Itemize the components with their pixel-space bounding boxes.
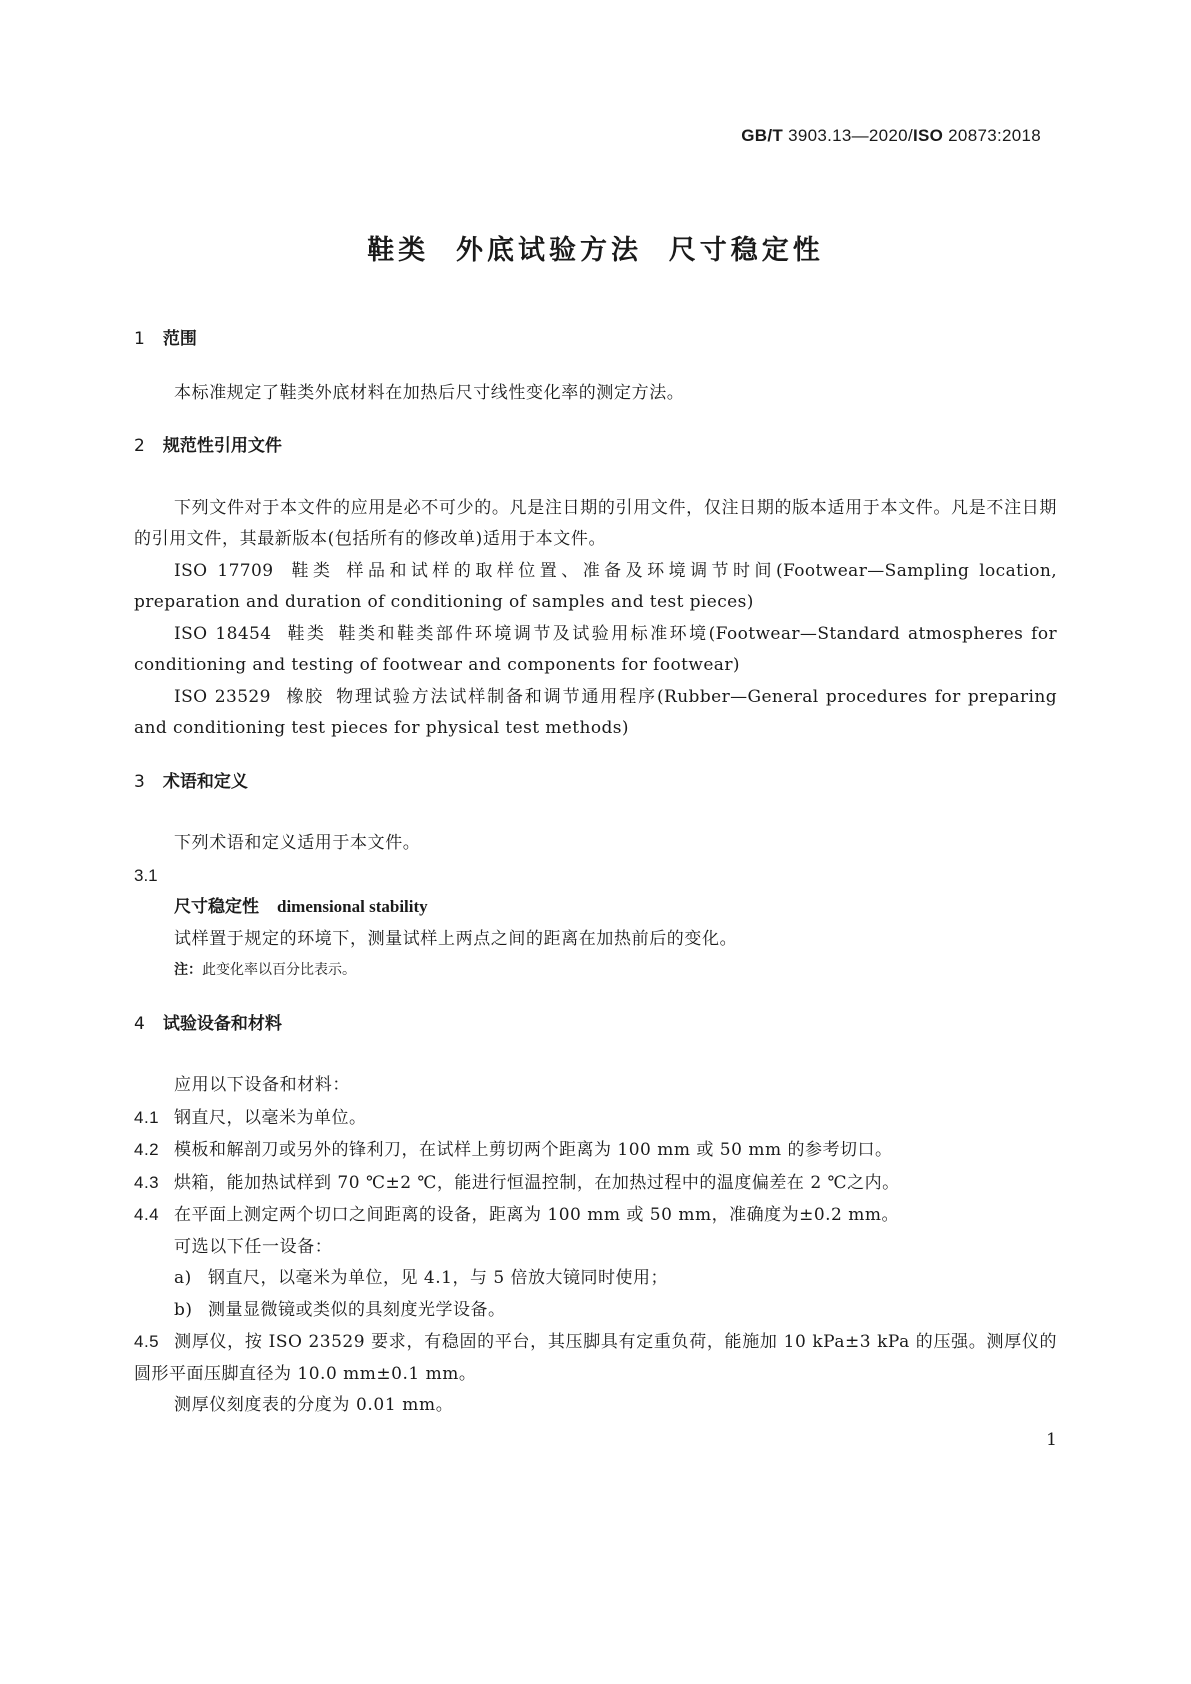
section-title: 术语和定义	[162, 771, 248, 792]
item-number: 4.3	[134, 1172, 160, 1192]
item-text: 测厚仪，按 ISO 23529 要求，有稳固的平台，其压脚具有定重负荷，能施加 10 kPa±3 kPa 的压强。测厚仪的圆形平面压脚直径为 10.0 mm±0.1 mm。	[134, 1332, 1057, 1384]
section-2-heading	[134, 431, 1057, 463]
section-1-body: 本标准规定了鞋类外底材料在加热后尺寸线性变化率的测定方法。	[174, 382, 685, 403]
term-name	[134, 891, 1057, 924]
item-number: 4.1	[134, 1107, 160, 1127]
item-number: 4.2	[134, 1140, 160, 1159]
term-english: dimensional stability	[277, 897, 428, 916]
item-extra: 测厚仪刻度表的分度为 0.01 mm。	[174, 1395, 454, 1415]
reference-title: 物理试验方法试样制备和调节通用程序(Rubber—General procedures for preparing and conditioning test pieces for physical test methods)	[134, 686, 1057, 738]
option-item	[134, 1295, 1057, 1327]
std-number-main: 3903.13—2020/	[783, 126, 913, 145]
equipment-item	[134, 1102, 1057, 1135]
reference-item	[134, 619, 1057, 682]
option-text: 测量显微镜或类似的具刻度光学设备。	[208, 1299, 506, 1320]
section-3-heading	[134, 767, 1057, 799]
reference-title: 鞋类和鞋类部件环境调节及试验用标准环境(Footwear—Standard atmospheres for conditioning and testing of footwear and components for footwear)	[134, 623, 1057, 675]
equipment-item	[134, 1326, 1057, 1390]
item-text: 钢直尺，以毫米为单位。	[174, 1107, 367, 1128]
term-note	[134, 955, 1057, 987]
item-text: 在平面上测定两个切口之间距离的设备，距离为 100 mm 或 50 mm，准确度为±0.2 mm。	[174, 1205, 900, 1225]
section-title: 范围	[162, 329, 197, 349]
section-number: 4	[134, 1013, 145, 1034]
standard-number	[741, 126, 1041, 146]
item-number: 4.4	[134, 1205, 160, 1224]
reference-code: ISO 23529	[174, 686, 271, 707]
section-4-intro: 应用以下设备和材料：	[174, 1075, 350, 1095]
equipment-item	[134, 1134, 1057, 1167]
note-label: 注：	[174, 962, 202, 978]
reference-category: 鞋类	[285, 623, 327, 644]
iso-prefix: ISO	[912, 126, 944, 145]
term-number: 3.1	[134, 865, 158, 885]
equipment-item	[134, 1167, 1057, 1200]
item-text: 烘箱，能加热试样到 70 ℃±2 ℃，能进行恒温控制，在加热过程中的温度偏差在 2 ℃之内。	[174, 1172, 900, 1193]
page-number: 1	[1046, 1430, 1057, 1450]
section-1-heading	[134, 324, 1057, 356]
std-prefix: GB/T	[741, 126, 784, 145]
option-item	[134, 1263, 1057, 1295]
section-2-intro: 下列文件对于本文件的应用是必不可少的。凡是注日期的引用文件，仅注日期的版本适用于本文件。凡是不注日期的引用文件，其最新版本(包括所有的修改单)适用于本文件。	[134, 497, 1057, 549]
section-title: 规范性引用文件	[162, 436, 282, 456]
document-body	[134, 324, 1057, 1422]
option-text: 钢直尺，以毫米为单位，见 4.1，与 5 倍放大镜同时使用；	[208, 1268, 669, 1288]
section-number: 1	[134, 329, 145, 349]
document-title: 鞋类 外底试验方法 尺寸稳定性	[367, 235, 824, 266]
reference-category: 橡胶	[284, 686, 325, 707]
reference-item	[134, 682, 1057, 745]
reference-title: 样品和试样的取样位置、准备及环境调节时间(Footwear—Sampling location, preparation and duration of conditioning of samples and test pieces)	[134, 560, 1057, 612]
term-chinese: 尺寸稳定性	[174, 897, 259, 917]
section-4-heading	[134, 1009, 1057, 1041]
optional-intro: 可选以下任一设备：	[174, 1236, 333, 1257]
section-3-intro: 下列术语和定义适用于本文件。	[174, 833, 421, 853]
item-number: 4.5	[134, 1332, 160, 1351]
section-title: 试验设备和材料	[162, 1013, 282, 1034]
equipment-item	[134, 1199, 1057, 1232]
note-text: 此变化率以百分比表示。	[202, 962, 356, 978]
reference-category: 鞋类	[287, 560, 335, 581]
iso-number: 20873:2018	[943, 126, 1041, 145]
option-label: a)	[174, 1268, 192, 1288]
reference-item	[134, 556, 1057, 619]
section-number: 3	[134, 771, 145, 792]
reference-code: ISO 18454	[174, 623, 272, 644]
item-text: 模板和解剖刀或另外的锋利刀，在试样上剪切两个距离为 100 mm 或 50 mm 的参考切口。	[174, 1140, 893, 1160]
section-number: 2	[134, 436, 145, 456]
reference-code: ISO 17709	[174, 560, 274, 581]
term-definition: 试样置于规定的环境下，测量试样上两点之间的距离在加热前后的变化。	[174, 928, 738, 949]
option-label: b)	[174, 1299, 193, 1320]
